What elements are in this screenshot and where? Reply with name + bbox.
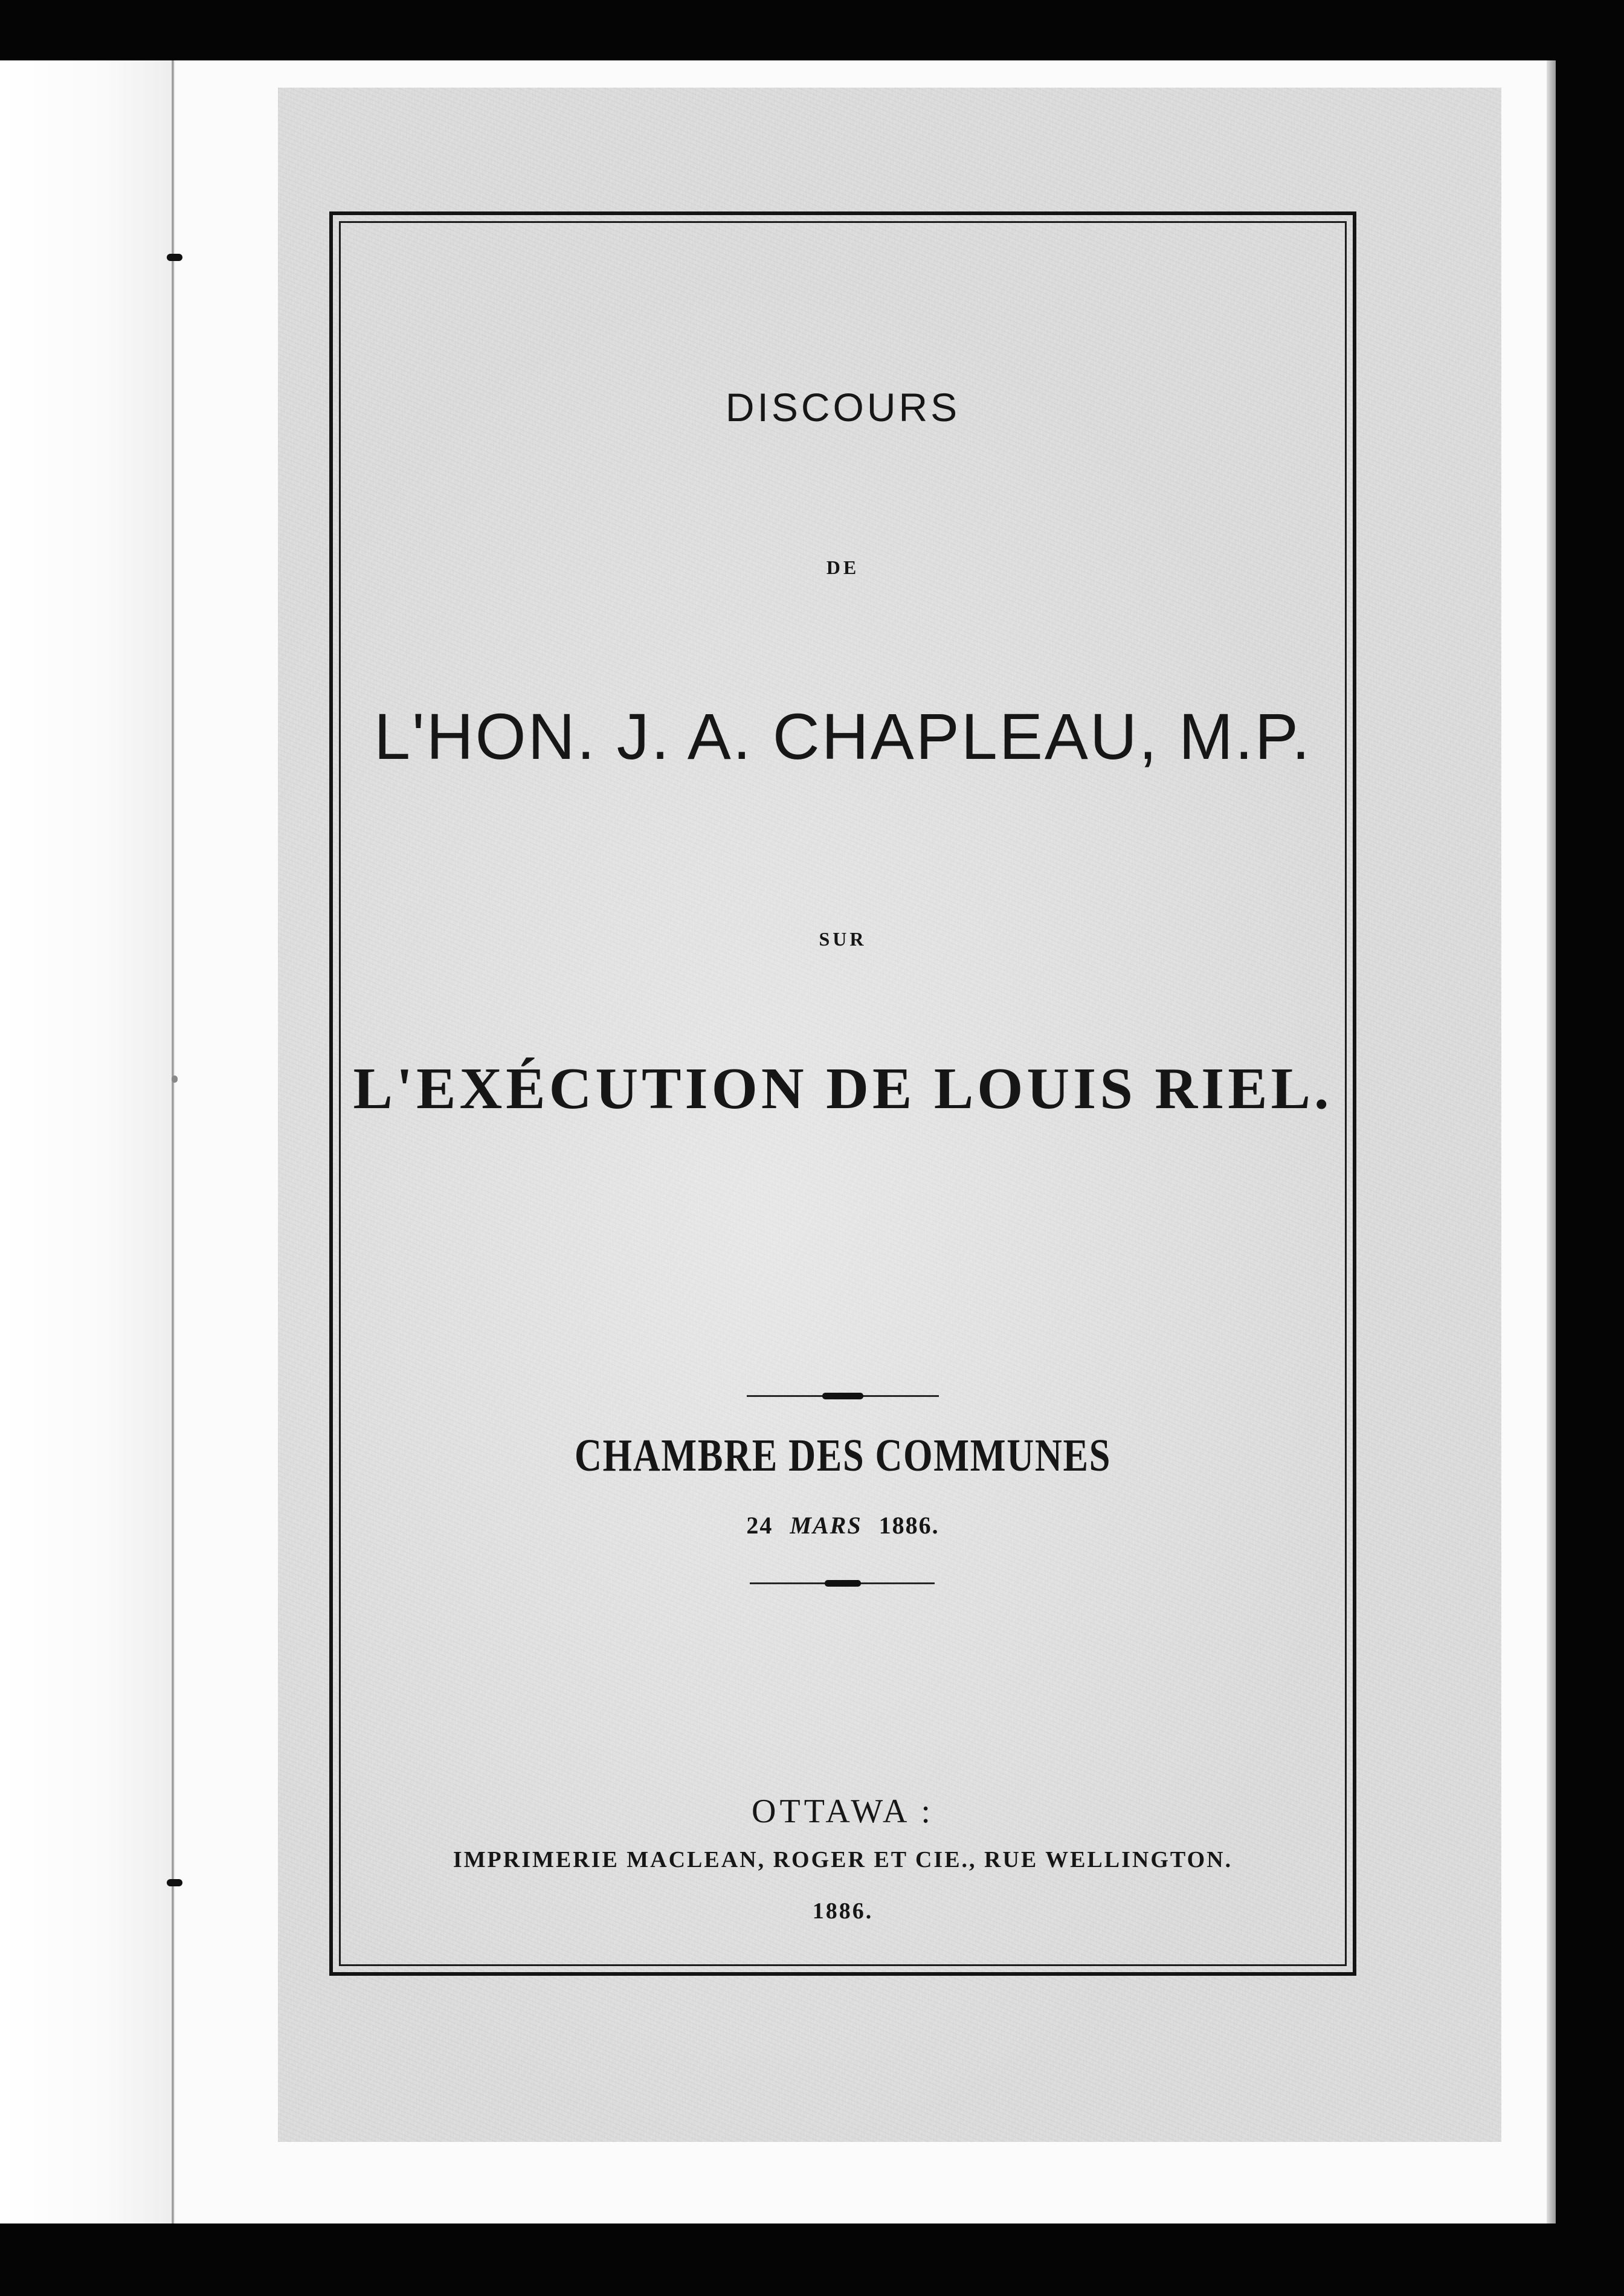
page-gutter — [172, 60, 174, 2223]
ornamental-rule — [339, 1578, 1347, 1590]
preposition-de: DE — [826, 556, 860, 578]
binding-stitch — [172, 1075, 178, 1083]
binding-stitch — [167, 254, 182, 261]
book-spread — [0, 60, 1556, 2223]
ornamental-rule — [339, 1390, 1347, 1402]
venue: CHAMBRE DES COMMUNES — [574, 1430, 1111, 1481]
page-edge — [1547, 60, 1556, 2223]
date-day: 24 — [746, 1512, 773, 1539]
date-year: 1886. — [878, 1512, 939, 1539]
imprint-year: 1886. — [812, 1898, 874, 1924]
left-page — [0, 60, 175, 2223]
preposition-sur: SUR — [819, 928, 867, 950]
subject-title: L'EXÉCUTION DE LOUIS RIEL. — [353, 1056, 1333, 1121]
speech-date — [339, 1511, 1347, 1540]
title-page — [339, 221, 1347, 1966]
imprint-city: OTTAWA : — [752, 1793, 934, 1830]
binding-stitch — [167, 1879, 182, 1886]
speaker-name: L'HON. J. A. CHAPLEAU, M.P. — [373, 700, 1312, 773]
heading: DISCOURS — [725, 385, 961, 430]
date-month: MARS — [790, 1512, 862, 1539]
imprint-printer: IMPRIMERIE MACLEAN, ROGER ET CIE., RUE WELLINGTON. — [453, 1847, 1233, 1872]
